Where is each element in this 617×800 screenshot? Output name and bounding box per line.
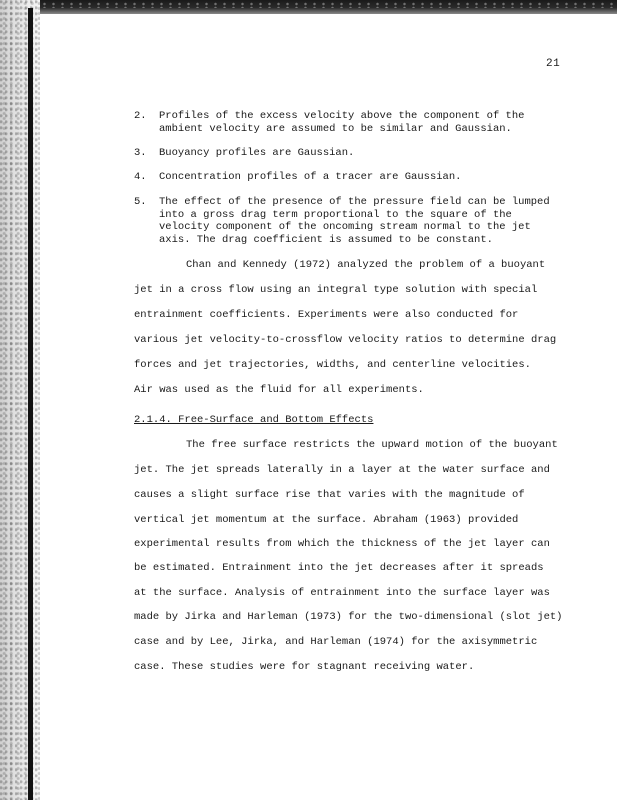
- paragraph-line: case. These studies were for stagnant receiving water.: [134, 661, 475, 673]
- list-item: [134, 147, 554, 160]
- list-item-text: Buoyancy profiles are Gaussian.: [159, 147, 355, 159]
- list-item-number: 4.: [134, 171, 147, 183]
- paragraph-line: be estimated. Entrainment into the jet decreases after it spreads: [134, 562, 544, 574]
- scan-top-speckle: [40, 2, 617, 8]
- list-item-text: The effect of the presence of the pressure field can be lumped into a gross drag term proportional to the square of the velocity component of the oncoming stream normal to the jet axis. The drag coefficient is assumed to be constant.: [159, 196, 550, 246]
- paragraph-line: case and by Lee, Jirka, and Harleman (1974) for the axisymmetric: [134, 636, 538, 648]
- list-item-text: Concentration profiles of a tracer are Gaussian.: [159, 171, 462, 183]
- section-heading: 2.1.4. Free-Surface and Bottom Effects: [134, 414, 374, 426]
- paragraph-line: vertical jet momentum at the surface. Abraham (1963) provided: [134, 514, 519, 526]
- scan-left-margin: [0, 0, 40, 800]
- list-item-text: Profiles of the excess velocity above the component of the ambient velocity are assumed to be similar and Gaussian.: [159, 110, 525, 135]
- page-number: 21: [546, 58, 561, 70]
- paragraph-line: at the surface. Analysis of entrainment into the surface layer was: [134, 587, 550, 599]
- paragraph-line: experimental results from which the thickness of the jet layer can: [134, 538, 550, 550]
- list-item-number: 5.: [134, 196, 147, 208]
- paragraph-line: Chan and Kennedy (1972) analyzed the problem of a buoyant: [186, 259, 546, 271]
- paragraph-line: made by Jirka and Harleman (1973) for the two-dimensional (slot jet): [134, 611, 563, 623]
- paragraph-line: various jet velocity-to-crossflow velocity ratios to determine drag: [134, 334, 557, 346]
- list-item: [134, 196, 554, 246]
- paragraph-line: Air was used as the fluid for all experiments.: [134, 384, 424, 396]
- paragraph-line: causes a slight surface rise that varies with the magnitude of: [134, 489, 525, 501]
- binding-line: [28, 8, 33, 800]
- paragraph-line: entrainment coefficients. Experiments were also conducted for: [134, 309, 519, 321]
- paragraph-line: forces and jet trajectories, widths, and centerline velocities.: [134, 359, 531, 371]
- list-item-number: 2.: [134, 110, 147, 122]
- paragraph-line: The free surface restricts the upward motion of the buoyant: [186, 439, 558, 451]
- paragraph-line: jet in a cross flow using an integral type solution with special: [134, 284, 538, 296]
- list-item-number: 3.: [134, 147, 147, 159]
- list-item: [134, 110, 554, 136]
- paragraph-line: jet. The jet spreads laterally in a layer at the water surface and: [134, 464, 550, 476]
- list-item: [134, 171, 554, 184]
